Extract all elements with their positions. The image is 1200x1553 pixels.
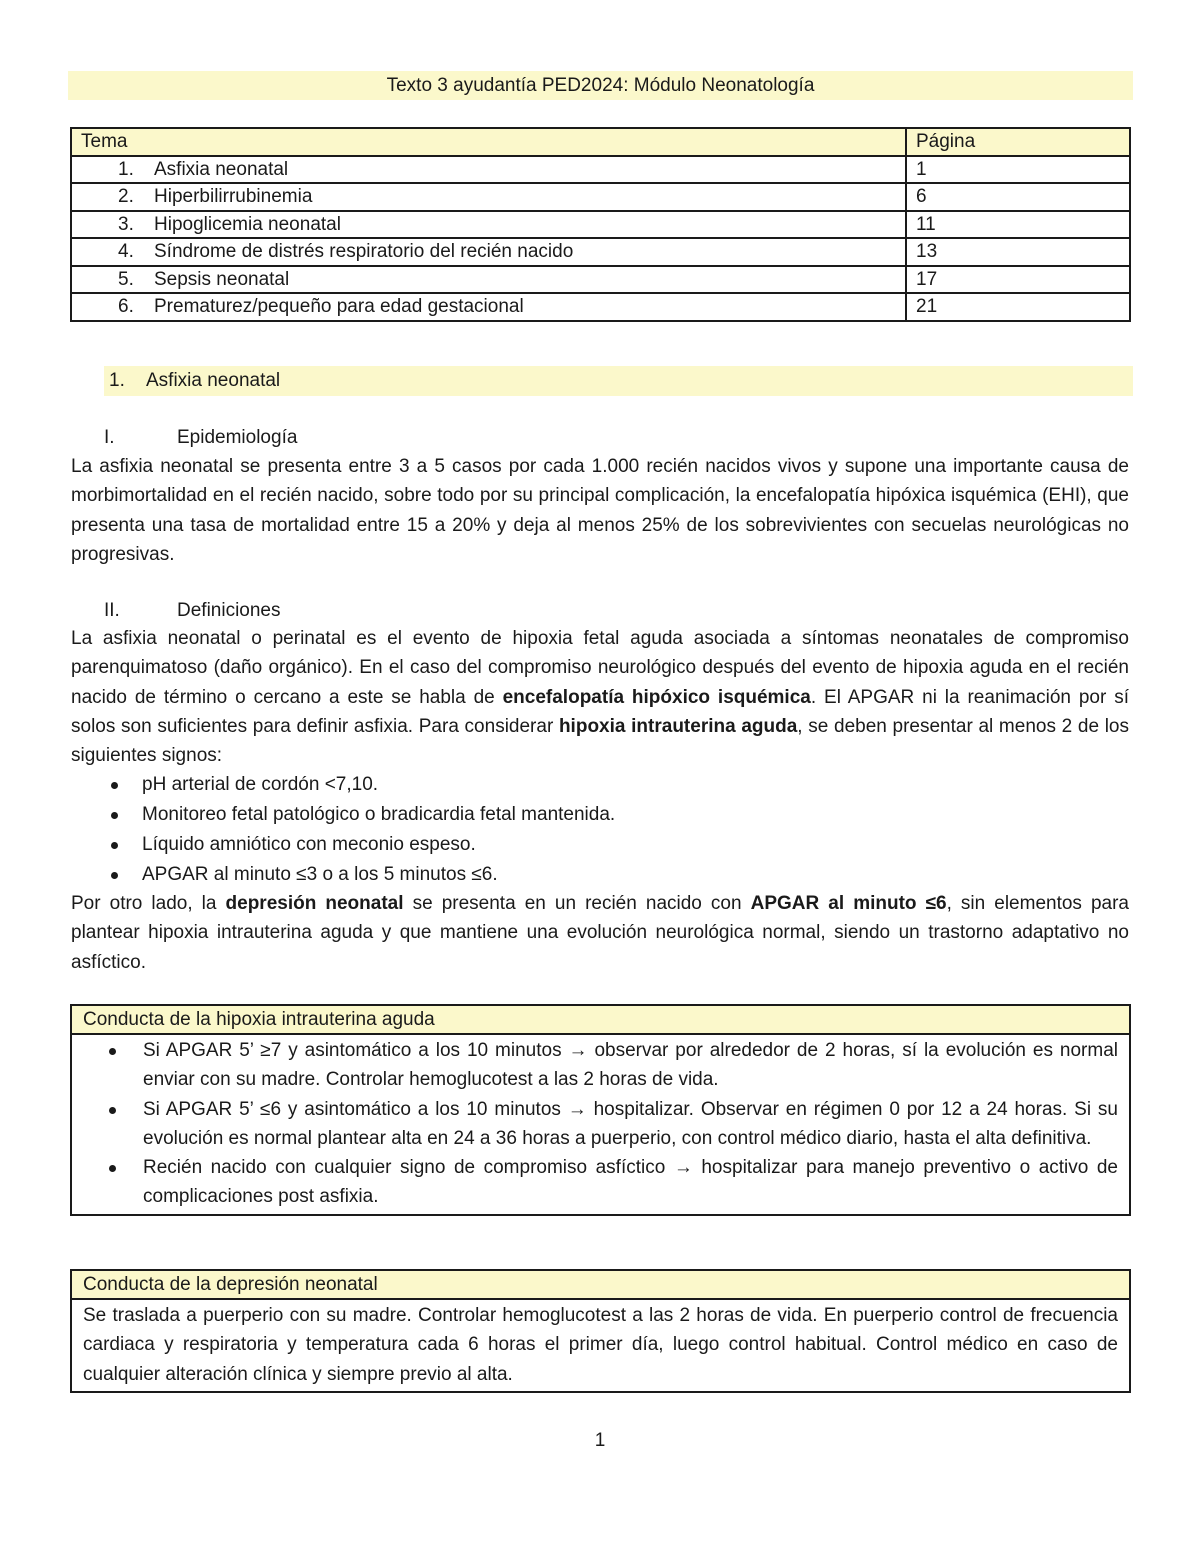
bold-term: depresión neonatal bbox=[225, 893, 404, 914]
bold-term: hipoxia intrauterina aguda bbox=[558, 715, 798, 737]
subheading-definitions bbox=[104, 596, 281, 625]
toc-row-number: 1. bbox=[118, 158, 134, 180]
list-item: Monitoreo fetal patológico o bradicardia fetal mantenida. bbox=[71, 800, 1129, 830]
toc-header-row bbox=[71, 128, 1130, 156]
subheading-roman: II. bbox=[104, 600, 120, 621]
toc-row-page: 21 bbox=[906, 293, 1130, 321]
neonatal-depression-paragraph bbox=[71, 889, 1129, 977]
hypoxia-management-box bbox=[70, 1004, 1131, 1216]
toc-row-topic: Prematurez/pequeño para edad gestacional bbox=[154, 296, 524, 318]
bold-term: encefalopatía hipóxico isquémica bbox=[502, 686, 811, 708]
signs-list bbox=[71, 770, 1129, 890]
box-body bbox=[72, 1035, 1129, 1214]
subheading-epidemiology bbox=[104, 423, 297, 452]
toc-row bbox=[71, 183, 1130, 211]
depression-management-box bbox=[70, 1269, 1131, 1393]
toc-row-number: 5. bbox=[118, 268, 134, 290]
text-run: Por otro lado, la bbox=[71, 893, 226, 914]
toc-row bbox=[71, 211, 1130, 239]
definitions-paragraph bbox=[71, 624, 1129, 770]
toc-header-page: Página bbox=[906, 128, 1130, 156]
toc-row bbox=[71, 238, 1130, 266]
toc-row-number: 3. bbox=[118, 213, 134, 235]
toc-row bbox=[71, 156, 1130, 184]
page-number: 1 bbox=[594, 1430, 606, 1451]
list-item: Líquido amniótico con meconio espeso. bbox=[71, 830, 1129, 860]
toc-row bbox=[71, 266, 1130, 294]
toc-row-number: 2. bbox=[118, 186, 134, 208]
subheading-title: Definiciones bbox=[177, 600, 281, 621]
list-item: Si APGAR 5’ ≥7 y asintomático a los 10 minutos → observar por alrededor de 2 horas, sí la evolución es normal enviar con su madre. Controlar hemoglucotest a las 2 horas de vida. bbox=[72, 1036, 1118, 1095]
subheading-title: Epidemiología bbox=[177, 427, 298, 448]
list-item: APGAR al minuto ≤3 o a los 5 minutos ≤6. bbox=[71, 860, 1129, 890]
text-run: se presenta en un recién nacido con bbox=[403, 893, 751, 914]
toc-row-page: 17 bbox=[906, 266, 1130, 294]
section-title: Asfixia neonatal bbox=[146, 370, 281, 391]
toc-row-page: 13 bbox=[906, 238, 1130, 266]
management-list bbox=[72, 1036, 1118, 1212]
list-item: Si APGAR 5’ ≤6 y asintomático a los 10 minutos → hospitalizar. Observar en régimen 0 por 12 a 24 horas. Si su evolución es normal plantear alta en 24 a 36 horas a puerperio, con control médico diario, hasta el alta definitiva. bbox=[72, 1095, 1118, 1154]
section-number: 1. bbox=[109, 370, 125, 391]
toc-row-topic: Hipoglicemia neonatal bbox=[154, 213, 341, 235]
document-title: Texto 3 ayudantía PED2024: Módulo Neonatología bbox=[68, 71, 1133, 100]
table-of-contents bbox=[70, 127, 1131, 322]
toc-row bbox=[71, 293, 1130, 321]
box-body: Se traslada a puerperio con su madre. Controlar hemoglucotest a las 2 horas de vida. En puerperio control de frecuencia cardiaca y respiratoria y temperatura cada 6 horas el primer día, luego control habitual. Control médico en caso de cualquier alteración clínica y siempre previo al alta. bbox=[83, 1305, 1118, 1385]
text-run: , sin elementos para plantear hipoxia intrauterina aguda y que mantiene una evolución neurológica normal, siendo un trastorno adaptativo no asfíctico. bbox=[71, 893, 1130, 973]
text-run: , se deben presentar al menos 2 de los siguientes signos: bbox=[71, 715, 1129, 767]
toc-row-page: 11 bbox=[906, 211, 1130, 239]
epidemiology-paragraph: La asfixia neonatal se presenta entre 3 a 5 casos por cada 1.000 recién nacidos vivos y supone una importante causa de morbimortalidad en el recién nacido, sobre todo por su principal complicación, la encefalopatía hipóxica isquémica (EHI), que presenta una tasa de mortalidad entre 15 a 20% y deja al menos 25% de los sobrevivientes con secuelas neurológicas no progresivas. bbox=[71, 456, 1129, 565]
toc-row-topic: Hiperbilirrubinemia bbox=[154, 186, 313, 208]
toc-row-page: 6 bbox=[906, 183, 1130, 211]
box-title: Conducta de la hipoxia intrauterina aguda bbox=[72, 1006, 1129, 1035]
toc-row-topic: Síndrome de distrés respiratorio del recién nacido bbox=[154, 241, 574, 263]
toc-row-topic: Sepsis neonatal bbox=[154, 268, 290, 290]
toc-row-number: 6. bbox=[118, 296, 134, 318]
text-run: . El APGAR ni la reanimación por sí solos son suficientes para definir asfixia. Para considerar bbox=[71, 686, 1129, 737]
bold-term: APGAR al minuto ≤6 bbox=[750, 893, 947, 914]
toc-row-page: 1 bbox=[906, 156, 1130, 184]
subheading-roman: I. bbox=[104, 427, 115, 448]
list-item: pH arterial de cordón <7,10. bbox=[71, 770, 1129, 800]
toc-row-number: 4. bbox=[118, 241, 134, 263]
list-item: Recién nacido con cualquier signo de compromiso asfíctico → hospitalizar para manejo preventivo o activo de complicaciones post asfixia. bbox=[72, 1153, 1118, 1212]
section-heading bbox=[104, 366, 1133, 396]
toc-row-topic: Asfixia neonatal bbox=[154, 158, 289, 180]
toc-header-topic: Tema bbox=[71, 128, 906, 156]
text-run: La asfixia neonatal o perinatal es el evento de hipoxia fetal aguda asociada a síntomas neonatales de compromiso parenquimatoso (daño orgánico). En el caso del compromiso neurológico después del evento de hipoxia aguda en el recién nacido de término o cercano a este se habla de bbox=[71, 628, 1129, 708]
box-title: Conducta de la depresión neonatal bbox=[72, 1271, 1129, 1300]
